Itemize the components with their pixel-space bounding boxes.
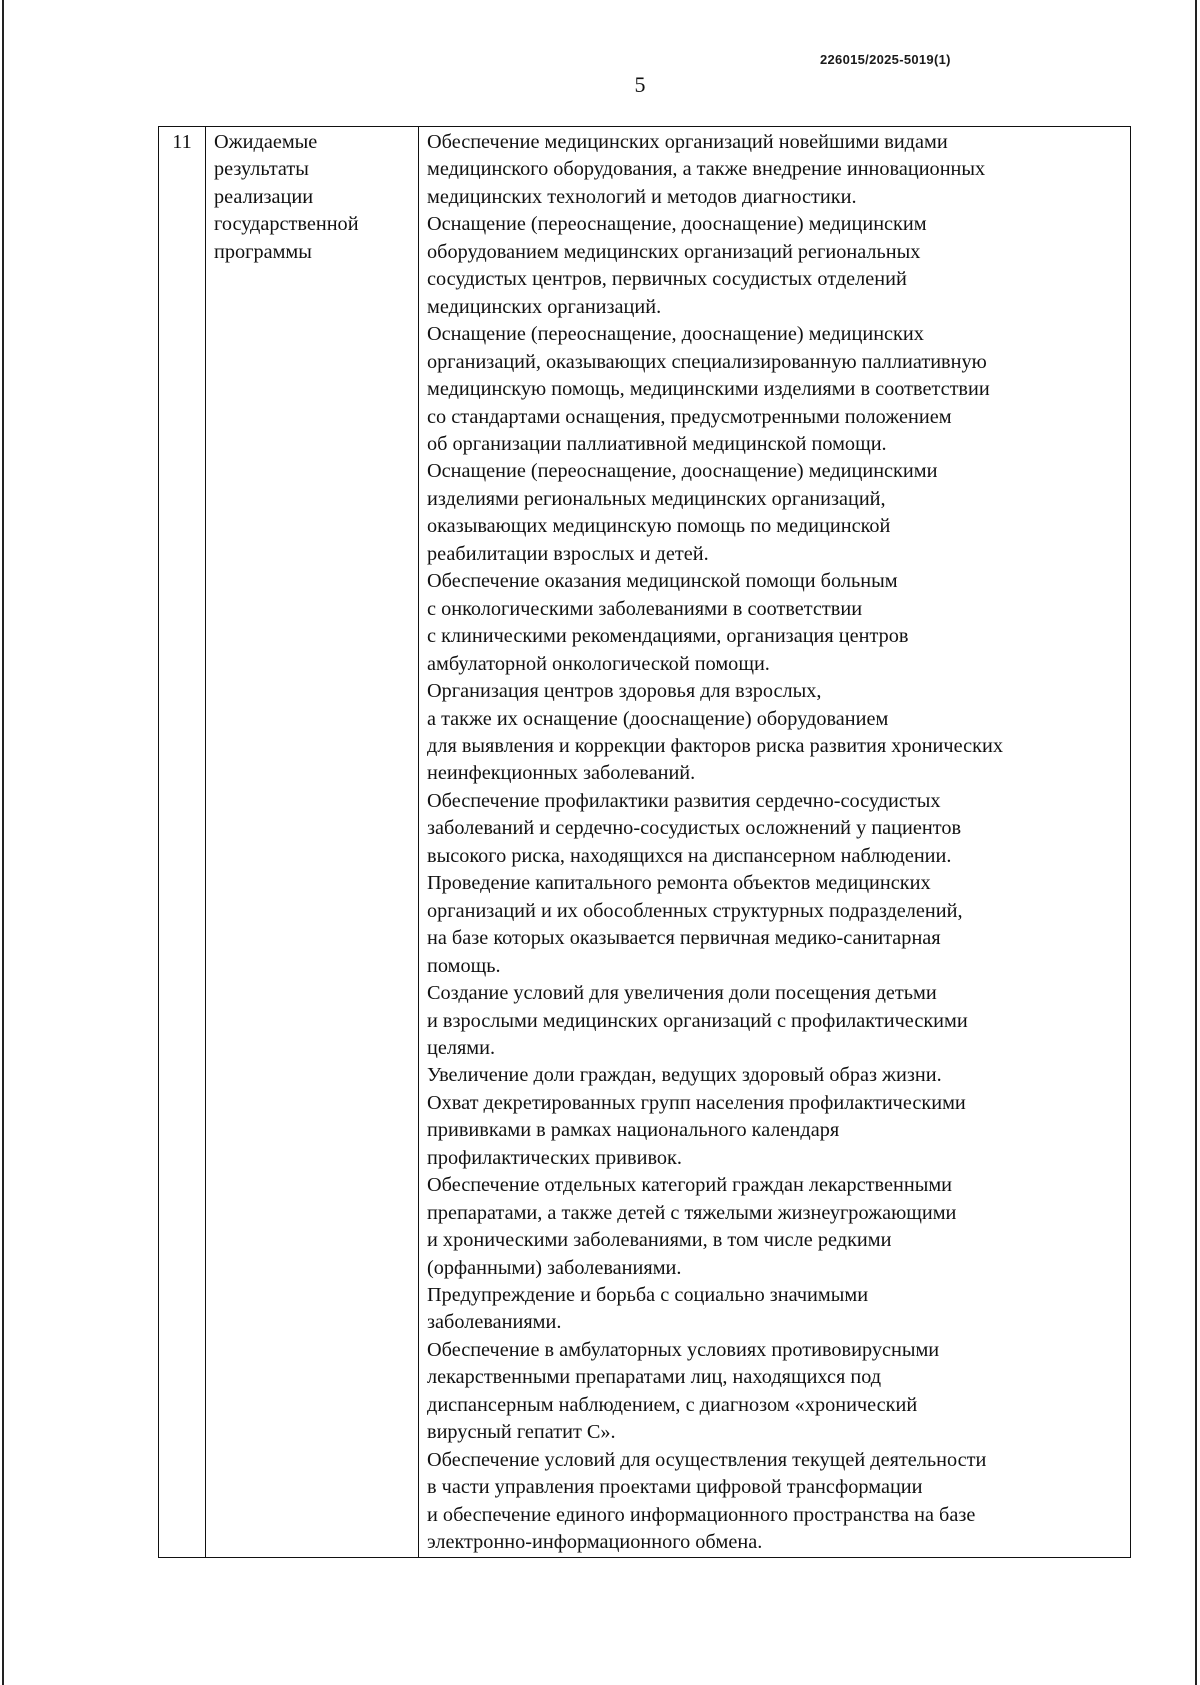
content-line: для выявления и коррекции факторов риска развития хронических — [427, 734, 1003, 757]
content-line: Обеспечение медицинских организаций новейшими видами — [427, 131, 948, 153]
content-line: организаций и их обособленных структурных подразделений, — [427, 899, 963, 922]
content-line: высокого риска, находящихся на диспансерном наблюдении. — [427, 844, 952, 867]
content-line: неинфекционных заболеваний. — [427, 762, 696, 785]
content-line: оборудованием медицинских организаций региональных — [427, 240, 921, 263]
content-line: Обеспечение оказания медицинской помощи больным — [427, 570, 898, 593]
content-line: Оснащение (переоснащение, дооснащение) медицинских — [427, 323, 924, 346]
content-line: амбулаторной онкологической помощи. — [427, 652, 770, 675]
content-line: Оснащение (переоснащение, дооснащение) медицинским — [427, 213, 927, 236]
content-line: вирусный гепатит С». — [427, 1421, 616, 1444]
content-line: изделиями региональных медицинских организаций, — [427, 487, 886, 510]
content-line: оказывающих медицинскую помощь по медицинской — [427, 515, 891, 538]
content-line: со стандартами оснащения, предусмотренными положением — [427, 405, 952, 428]
row-number-cell — [159, 127, 206, 1558]
content-line: Охват декретированных групп населения профилактическими — [427, 1091, 966, 1114]
content-line: а также их оснащение (дооснащение) оборудованием — [427, 707, 889, 730]
table-row — [159, 127, 1131, 1558]
content-line: сосудистых центров, первичных сосудистых отделений — [427, 268, 907, 291]
label-line: программы — [214, 240, 312, 263]
content-line: помощь. — [427, 954, 501, 977]
row-number: 11 — [172, 131, 192, 153]
content-line: медицинскую помощь, медицинскими изделиями в соответствии — [427, 378, 990, 401]
content-line: медицинских технологий и методов диагностики. — [427, 185, 857, 208]
content-line: прививками в рамках национального календаря — [427, 1119, 840, 1142]
content-line: в части управления проектами цифровой трансформации — [427, 1476, 923, 1499]
content-line: лекарственными препаратами лиц, находящихся под — [427, 1366, 882, 1389]
content-line: Проведение капитального ремонта объектов медицинских — [427, 872, 931, 895]
content-line: реабилитации взрослых и детей. — [427, 542, 709, 565]
content-line: заболеваниями. — [427, 1311, 562, 1334]
content-line: с клиническими рекомендациями, организация центров — [427, 625, 909, 648]
content-line: (орфанными) заболеваниями. — [427, 1256, 682, 1279]
row-content-cell — [419, 127, 1131, 1558]
content-line: медицинских организаций. — [427, 295, 662, 318]
label-line: результаты — [214, 158, 309, 181]
content-line: Обеспечение условий для осуществления текущей деятельности — [427, 1448, 987, 1471]
label-line: Ожидаемые — [214, 131, 318, 153]
content-line: Обеспечение в амбулаторных условиях противовирусными — [427, 1338, 940, 1361]
content-line: и обеспечение единого информационного пространства на базе — [427, 1503, 976, 1526]
page-number: 5 — [634, 72, 646, 97]
content-line: целями. — [427, 1036, 496, 1059]
page-border-right — [1195, 0, 1197, 1685]
label-line: реализации — [214, 185, 314, 208]
document-number: 226015/2025-5019(1) — [820, 52, 951, 67]
content-line: профилактических прививок. — [427, 1146, 682, 1169]
content-line: Обеспечение отдельных категорий граждан лекарственными — [427, 1174, 953, 1197]
page-border-left — [2, 0, 4, 1685]
content-line: с онкологическими заболеваниями в соответствии — [427, 597, 863, 620]
content-line: медицинского оборудования, а также внедрение инновационных — [427, 158, 986, 181]
content-line: препаратами, а также детей с тяжелыми жизнеугрожающими — [427, 1201, 957, 1224]
content-line: Оснащение (переоснащение, дооснащение) медицинскими — [427, 460, 938, 483]
content-line: Создание условий для увеличения доли посещения детьми — [427, 982, 937, 1005]
content-line: Предупреждение и борьба с социально значимыми — [427, 1284, 869, 1307]
content-line: на базе которых оказывается первичная медико-санитарная — [427, 927, 941, 950]
content-line: диспансерным наблюдением, с диагнозом «хронический — [427, 1393, 918, 1416]
row-label-cell — [206, 127, 419, 1558]
content-line: Организация центров здоровья для взрослых, — [427, 680, 822, 703]
content-line: Обеспечение профилактики развития сердечно-сосудистых — [427, 789, 941, 812]
content-line: электронно-информационного обмена. — [427, 1531, 763, 1554]
content-line: Увеличение доли граждан, ведущих здоровый образ жизни. — [427, 1064, 942, 1087]
content-line: и взрослыми медицинских организаций с профилактическими — [427, 1009, 968, 1032]
content-line: заболеваний и сердечно-сосудистых осложнений у пациентов — [427, 817, 962, 840]
content-line: об организации паллиативной медицинской помощи. — [427, 432, 887, 455]
content-line: организаций, оказывающих специализированную паллиативную — [427, 350, 987, 373]
content-line: и хроническими заболеваниями, в том числе редкими — [427, 1229, 892, 1252]
program-table — [158, 126, 1131, 1558]
label-line: государственной — [214, 213, 359, 236]
